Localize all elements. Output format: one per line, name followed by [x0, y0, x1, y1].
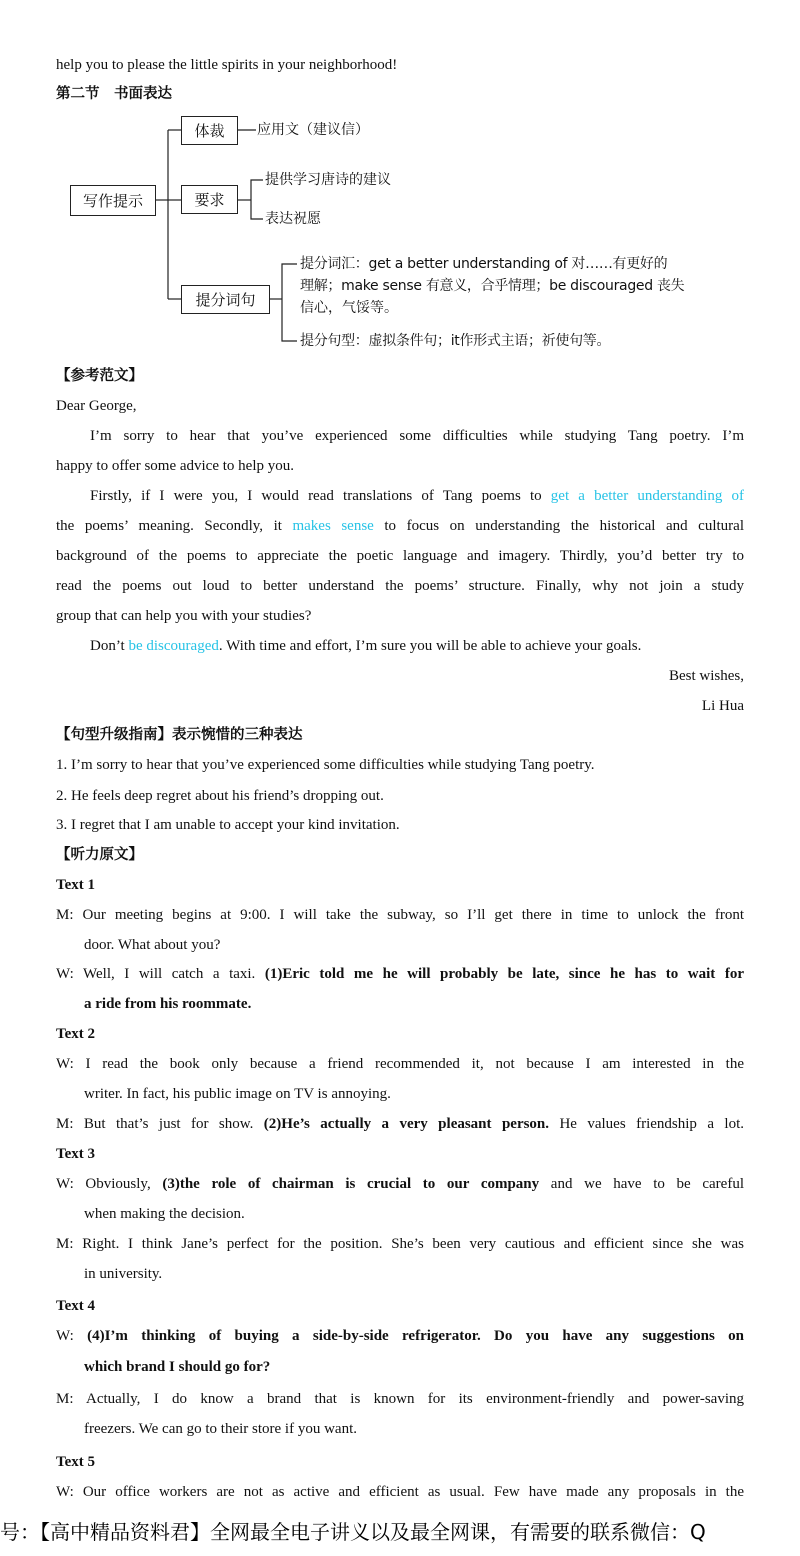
answer-3: (3)the role of chairman is crucial to our company: [162, 1176, 540, 1192]
text-5-w-line-1: W: Our office workers are not as active and efficient as usual. Few have made any proposals in the: [56, 1484, 744, 1500]
guide-item-2: 2. He feels deep regret about his friend’s dropping out.: [56, 788, 384, 804]
diagram-vocab-line-3: 信心，气馁等。: [300, 300, 398, 316]
diagram-root-box: 写作提示: [70, 185, 156, 216]
diagram-requirement-1: 提供学习唐诗的建议: [265, 172, 391, 188]
diagram-requirements-box: 要求: [181, 185, 238, 214]
listening-heading: 【听力原文】: [56, 847, 143, 863]
text-4-w-line-2: which brand I should go for?: [84, 1359, 271, 1375]
text-3-m-line-2: in university.: [84, 1266, 163, 1282]
text-1-m-line-2: door. What about you?: [84, 937, 221, 953]
sample-p1-line-1: I’m sorry to hear that you’ve experienced some difficulties while studying Tang poetry. I’m: [90, 428, 744, 444]
guide-item-1: 1. I’m sorry to hear that you’ve experienced some difficulties while studying Tang poetry.: [56, 757, 595, 773]
text-2-w-line-1: W: I read the book only because a friend recommended it, not because I am interested in the: [56, 1056, 744, 1072]
footer-watermark-text: 号：【高中精品资料君】全网最全电子讲义以及最全网课，有需要的联系微信：Q: [0, 1520, 706, 1544]
diagram-vocab-box: 提分词句: [181, 285, 270, 314]
guide-item-3: 3. I regret that I am unable to accept your kind invitation.: [56, 817, 400, 833]
sample-p2-line-3: background of the poems to appreciate the poetic language and imagery. Thirdly, you’d better try to: [56, 548, 744, 564]
text-3-w-line-2: when making the decision.: [84, 1206, 245, 1222]
text-4-title: Text 4: [56, 1298, 96, 1314]
text-3-w-line-1: W: Obviously, (3)the role of chairman is crucial to our company and we have to be careful: [56, 1176, 744, 1192]
text-4-m-line-2: freezers. We can go to their store if you want.: [84, 1421, 357, 1437]
text-5-title: Text 5: [56, 1454, 96, 1470]
diagram-vocab-line-1: 提分词汇：get a better understanding of 对……有更好的: [300, 256, 668, 272]
answer-2: (2)He’s actually a very pleasant person.: [263, 1116, 550, 1132]
answer-1: (1)Eric told me he will probably be late, since he has to wait for: [264, 966, 744, 982]
text-1-m-line-1: M: Our meeting begins at 9:00. I will take the subway, so I’ll get there in time to unlock the front: [56, 907, 744, 923]
vocab-bracket: [282, 264, 297, 341]
text-1-title: Text 1: [56, 877, 96, 893]
sample-p2-line-4: read the poems out loud to better understand the poems’ structure. Finally, why not join a study: [56, 578, 744, 594]
text-2-w-line-2: writer. In fact, his public image on TV is annoying.: [84, 1086, 391, 1102]
guide-heading: 【句型升级指南】表示惋惜的三种表达: [56, 727, 303, 743]
text-3-m-line-1: M: Right. I think Jane’s perfect for the position. She’s been very cautious and efficient since she was: [56, 1236, 744, 1252]
text-2-title: Text 2: [56, 1026, 96, 1042]
answer-4: (4)I’m thinking of buying a side-by-side refrigerator. Do you have any suggestions on: [87, 1328, 744, 1344]
diagram-genre-box: 体裁: [181, 116, 238, 145]
text-1-w-line-1: W: Well, I will catch a taxi. (1)Eric told me he will probably be late, since he has to wait for: [56, 966, 744, 982]
text-2-m-line: M: But that’s just for show. (2)He’s actually a very pleasant person. He values friendship a lot.: [56, 1116, 744, 1132]
diagram-sentence-line: 提分句型：虚拟条件句；it作形式主语；祈使句等。: [300, 333, 611, 349]
text-3-title: Text 3: [56, 1146, 96, 1162]
req-bracket: [251, 180, 263, 219]
sample-p1-line-2: happy to offer some advice to help you.: [56, 458, 294, 474]
sample-closing: Best wishes,: [669, 668, 744, 684]
continued-line: help you to please the little spirits in your neighborhood!: [56, 57, 398, 73]
diagram-vocab-line-2: 理解；make sense 有意义，合乎情理；be discouraged 丧失: [300, 278, 685, 294]
diagram-requirement-2: 表达祝愿: [265, 211, 321, 227]
section-title: 第二节 书面表达: [56, 86, 172, 102]
diagram-connectors: [0, 0, 800, 360]
diagram-genre-value: 应用文（建议信）: [257, 122, 369, 138]
sample-signature: Li Hua: [701, 698, 744, 714]
text-1-w-line-2: a ride from his roommate.: [84, 996, 252, 1012]
highlight-phrase-3: be discouraged: [128, 638, 219, 654]
highlight-phrase-1: get a better understanding of: [550, 488, 744, 504]
sample-p2-line-5: group that can help you with your studies?: [56, 608, 312, 624]
text-4-m-line-1: M: Actually, I do know a brand that is known for its environment-friendly and power-saving: [56, 1391, 744, 1407]
sample-p3-line: Don’t be discouraged. With time and effort, I’m sure you will be able to achieve your goals.: [90, 638, 642, 654]
sample-p2-line-1: Firstly, if I were you, I would read translations of Tang poems to get a better understanding of: [90, 488, 744, 504]
sample-salutation: Dear George,: [56, 398, 137, 414]
sample-heading: 【参考范文】: [56, 368, 143, 384]
highlight-phrase-2: makes sense: [292, 518, 374, 534]
text-4-w-line-1: W: (4)I’m thinking of buying a side-by-side refrigerator. Do you have any suggestions on: [56, 1328, 744, 1344]
sample-p2-line-2: the poems’ meaning. Secondly, it makes sense to focus on understanding the historical and cultural: [56, 518, 744, 534]
